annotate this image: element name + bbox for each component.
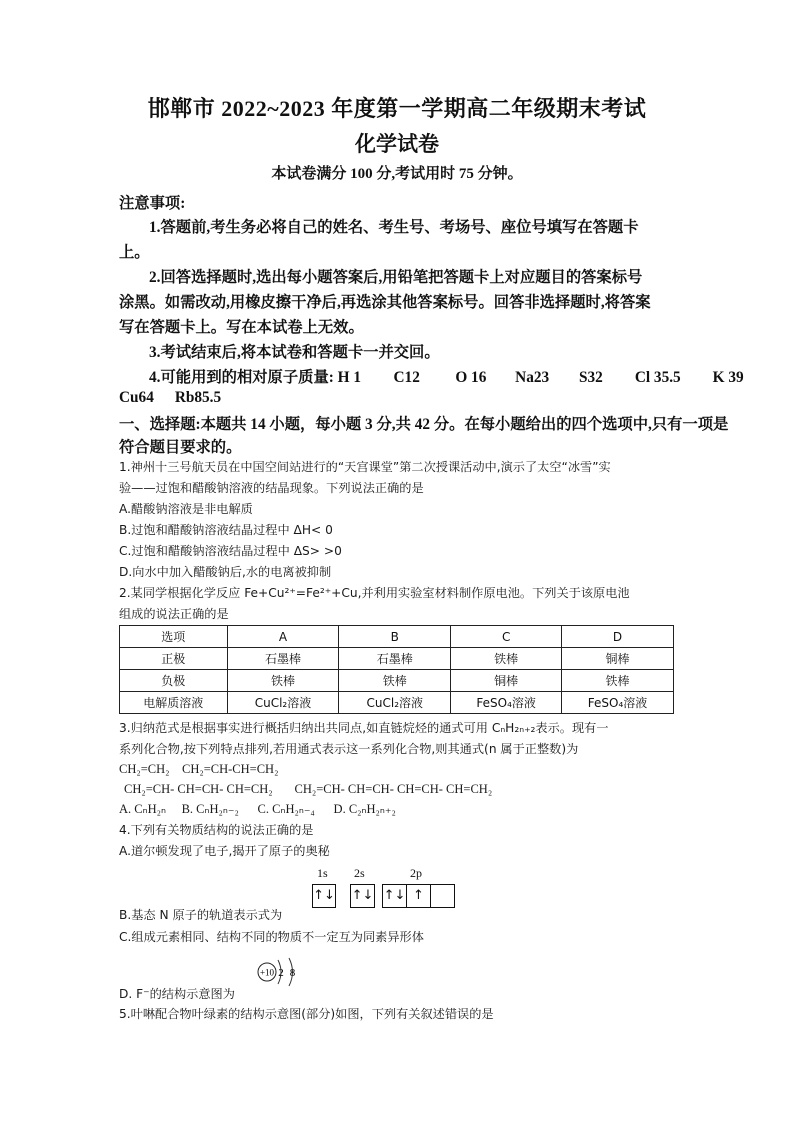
table-cell: CuCl₂溶液 — [227, 692, 339, 714]
note-4-label: 4.可能用到的相对原子质量: — [149, 369, 334, 386]
mass-k: K 39 — [712, 369, 744, 386]
note-2-line-2: 涂黑。如需改动,用橡皮擦干净后,再选涂其他答案标号。回答非选择题时,将答案 — [119, 294, 651, 311]
table-cell: 铜棒 — [451, 670, 562, 692]
notes-heading: 注意事项: — [119, 195, 186, 212]
q5-stem: 5.叶啉配合物叶绿素的结构示意图(部分)如图，下列有关叙述错误的是 — [119, 1007, 494, 1021]
shell-2-electrons: 8 — [289, 967, 296, 979]
q4-stem: 4.下列有关物质结构的说法正确的是 — [119, 823, 314, 837]
table-cell: 负极 — [120, 670, 228, 692]
table-cell: 铁棒 — [339, 670, 451, 692]
exam-title: 邯郸市 2022~2023 年度第一学期高二年级期末考试 — [147, 96, 647, 121]
note-2-line-3: 写在答题卡上。写在本试卷上无效。 — [119, 319, 364, 336]
mass-na: Na23 — [515, 369, 550, 386]
q1-option-c: C.过饱和醋酸钠溶液结晶过程中 ΔS> >0 — [119, 544, 342, 558]
score-time-line: 本试卷满分 100 分,考试用时 75 分钟。 — [271, 166, 523, 182]
orbital-label-2p: 2p — [410, 866, 422, 880]
q1-option-a: A.醋酸钠溶液是非电解质 — [119, 502, 253, 516]
mass-c: C12 — [393, 369, 420, 386]
orbital-box-2p-3 — [430, 884, 455, 908]
q1-stem-line-2: 验——过饱和醋酸钠溶液的结晶现象。下列说法正确的是 — [119, 481, 424, 495]
orbital-box-2p-1: ↑↓ — [382, 884, 407, 908]
q1-option-b: B.过饱和醋酸钠溶液结晶过程中 ΔH< 0 — [119, 523, 333, 537]
mass-rb: Rb85.5 — [174, 389, 222, 406]
table-cell: FeSO₄溶液 — [562, 692, 674, 714]
note-4-atomic-masses-cont — [119, 389, 221, 407]
table-cell: 铁棒 — [451, 648, 562, 670]
q4-option-c: C.组成元素相同、结构不同的物质不一定互为同素异形体 — [119, 930, 424, 944]
table-cell: CuCl₂溶液 — [339, 692, 451, 714]
note-2-line-1: 2.回答选择题时,选出每小题答案后,用铅笔把答题卡上对应题目的答案标号 — [149, 269, 643, 286]
section-1-heading-line-1: 一、选择题:本题共 14 小题，每小题 3 分,共 42 分。在每小题给出的四个选项中,只有一项是 — [119, 416, 729, 433]
table-row — [120, 648, 674, 670]
q1-stem-line-1: 1.神州十三号航天员在中国空间站进行的“天宫课堂”第二次授课活动中,演示了太空“冰雪”实 — [119, 460, 611, 474]
mass-h: H 1 — [337, 369, 362, 386]
q3-formulas-line-1: CH₂=CH₂ CH₂=CH-CH=CH₂ — [119, 762, 279, 776]
orbital-box-2s: ↑↓ — [350, 884, 375, 908]
note-4-atomic-masses — [149, 365, 744, 387]
orbital-label-1s: 1s — [317, 866, 328, 880]
table-row — [120, 670, 674, 692]
nucleus-charge: +10 — [259, 967, 275, 978]
note-1-line-1: 1.答题前,考生务必将自己的姓名、考生号、考场号、座位号填写在答题卡 — [149, 219, 639, 236]
table-row — [120, 692, 674, 714]
q2-stem-line-2: 组成的说法正确的是 — [119, 607, 229, 621]
section-1-heading-line-2: 符合题目要求的。 — [119, 439, 242, 456]
table-cell: 石墨棒 — [339, 648, 451, 670]
mass-cl: Cl 35.5 — [634, 369, 681, 386]
note-1-line-2: 上。 — [119, 244, 150, 261]
orbital-label-2s: 2s — [354, 866, 365, 880]
mass-s: S32 — [578, 369, 603, 386]
exam-subject: 化学试卷 — [355, 132, 439, 156]
table-cell: 正极 — [120, 648, 228, 670]
table-cell: 铜棒 — [562, 648, 674, 670]
mass-o: O 16 — [455, 369, 487, 386]
table-cell: 电解质溶液 — [120, 692, 228, 714]
table-cell: 石墨棒 — [227, 648, 339, 670]
q4-option-d: D. F⁻的结构示意图为 — [119, 987, 235, 1001]
q3-stem-line-2: 系列化合物,按下列特点排列,若用通式表示这一系列化合物,则其通式(n 属于正整数)为 — [119, 742, 579, 756]
mass-cu: Cu64 — [119, 389, 154, 406]
orbital-box-1s: ↑↓ — [312, 884, 336, 908]
orbital-box-2p-2: ↑ — [406, 884, 431, 908]
q4-option-b: B.基态 N 原子的轨道表示式为 — [119, 908, 283, 922]
q1-option-d: D.向水中加入醋酸钠后,水的电离被抑制 — [119, 565, 332, 579]
q3-formulas-line-2: CH₂=CH- CH=CH- CH=CH₂ CH₂=CH- CH=CH- CH=CH- CH=CH₂ — [124, 782, 493, 796]
table-cell: 铁棒 — [227, 670, 339, 692]
q3-stem-line-1: 3.归纳范式是根据事实进行概括归纳出共同点,如直链烷烃的通式可用 CₙH₂ₙ₊₂表示。现有一 — [119, 721, 609, 735]
table-cell: FeSO₄溶液 — [451, 692, 562, 714]
note-3: 3.考试结束后,将本试卷和答题卡一并交回。 — [149, 344, 440, 361]
q3-options: A. CₙH₂ₙ B. CₙH₂ₙ₋₂ C. CₙH₂ₙ₋₄ D. C₂ₙH₂ₙ₊₂ — [119, 802, 396, 816]
f-ion-structure-diagram — [256, 955, 306, 991]
q2-stem-line-1: 2.某同学根据化学反应 Fe+Cu²⁺=Fe²⁺+Cu,并利用实验室材料制作原电池。下列关于该原电池 — [119, 586, 630, 600]
table-cell: 选项 — [120, 626, 228, 648]
shell-1-electrons: 2 — [278, 967, 284, 979]
table-cell: 铁棒 — [562, 670, 674, 692]
q2-options-table — [119, 625, 674, 714]
table-row — [120, 626, 674, 648]
table-cell: B — [339, 626, 451, 648]
table-cell: D — [562, 626, 674, 648]
table-cell: C — [451, 626, 562, 648]
table-cell: A — [227, 626, 339, 648]
q4-option-a: A.道尔顿发现了电子,揭开了原子的奥秘 — [119, 844, 330, 858]
